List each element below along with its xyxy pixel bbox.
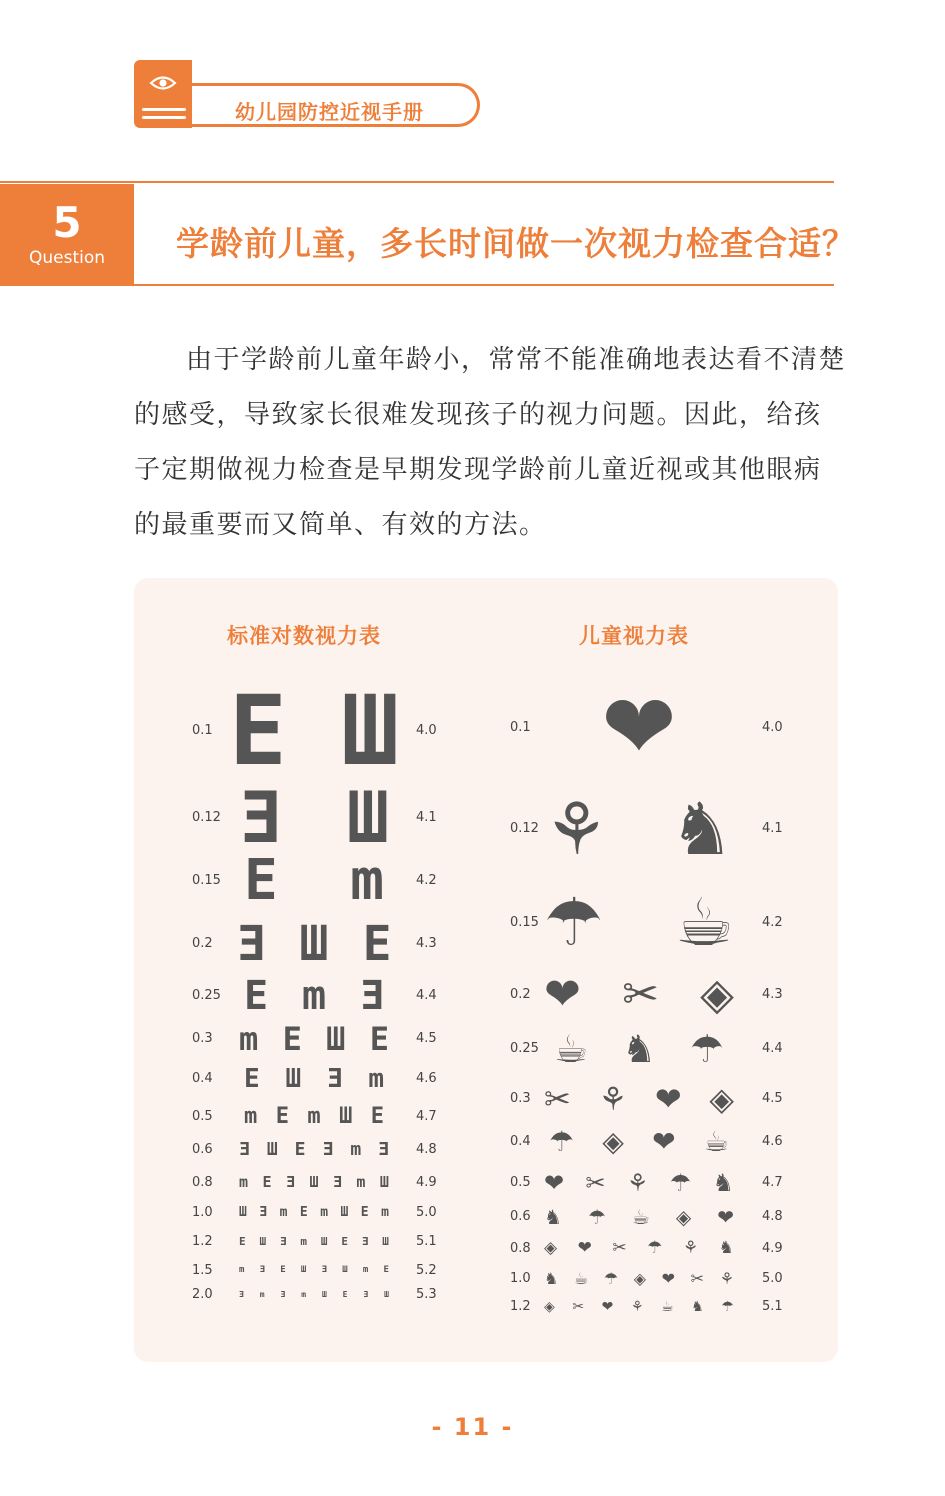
- apple-icon: ❤: [544, 969, 581, 1020]
- e-optotype: E: [342, 1290, 348, 1299]
- e-optotype: m: [320, 1205, 329, 1220]
- e-row-decimal: 0.5: [192, 1109, 213, 1124]
- e-row: [239, 1175, 389, 1190]
- e-row-logmar: 5.3: [416, 1287, 437, 1302]
- child-row-logmar: 4.8: [762, 1209, 783, 1224]
- apple-icon: ❤: [717, 1205, 734, 1229]
- e-row-logmar: 4.7: [416, 1109, 437, 1124]
- child-row-decimal: 0.15: [510, 915, 539, 930]
- e-optotype: m: [350, 1139, 362, 1160]
- duck-icon: ♞: [621, 1027, 657, 1071]
- apple-icon: ❤: [577, 1238, 592, 1258]
- mug-icon: ☕: [703, 1125, 729, 1158]
- child-row: [544, 1207, 734, 1227]
- e-optotype: E: [244, 848, 278, 913]
- scissors-icon: ✂: [622, 969, 659, 1020]
- child-row-decimal: 0.4: [510, 1134, 531, 1149]
- e-optotype: Ǝ: [332, 1173, 342, 1191]
- child-row-decimal: 1.2: [510, 1299, 531, 1314]
- child-row-logmar: 4.7: [762, 1175, 783, 1190]
- e-optotype: Ǝ: [239, 777, 282, 859]
- e-optotype: m: [259, 1290, 265, 1299]
- e-optotype: m: [239, 1020, 259, 1058]
- e-optotype: Ǝ: [378, 1139, 389, 1160]
- scissors-icon: ✂: [572, 1299, 585, 1315]
- e-optotype: E: [383, 1265, 389, 1275]
- e-optotype: E: [280, 1265, 286, 1275]
- e-row: [239, 1020, 389, 1058]
- e-optotype: Ǝ: [321, 1265, 327, 1275]
- scissors-icon: ✂: [690, 1269, 705, 1288]
- e-row-logmar: 4.9: [416, 1174, 437, 1190]
- e-optotype: Ǝ: [259, 1265, 266, 1275]
- e-optotype: E: [362, 916, 392, 972]
- child-row: [549, 1125, 729, 1158]
- e-optotype: m: [301, 1290, 307, 1299]
- scissors-icon: ✂: [585, 1169, 606, 1197]
- e-row-logmar: 5.0: [416, 1204, 437, 1220]
- e-optotype: Ш: [326, 1020, 346, 1058]
- umbrella-icon: ☂: [587, 1205, 606, 1229]
- scissors-icon: ✂: [544, 1080, 571, 1118]
- e-optotype: Ш: [384, 1290, 389, 1299]
- eye-icon: [149, 74, 177, 92]
- child-row-logmar: 4.9: [762, 1240, 783, 1256]
- e-optotype: Ш: [320, 1235, 328, 1248]
- e-optotype: E: [229, 675, 287, 787]
- tulip-icon: ⚘: [626, 1169, 649, 1197]
- umbrella-icon: ☂: [647, 1238, 663, 1258]
- e-row-decimal: 0.12: [192, 810, 221, 825]
- umbrella-icon: ☂: [689, 1027, 724, 1071]
- e-optotype: Ш: [346, 777, 389, 859]
- e-optotype: Ǝ: [239, 1139, 250, 1160]
- fish-icon: ◈: [700, 969, 734, 1020]
- mug-icon: ☕: [661, 1299, 674, 1315]
- e-row-logmar: 5.1: [416, 1233, 437, 1249]
- child-row-decimal: 0.12: [510, 821, 539, 836]
- child-row-decimal: 0.1: [510, 720, 531, 735]
- e-optotype: Ш: [299, 916, 329, 972]
- child-row-decimal: 1.0: [510, 1271, 531, 1286]
- child-row: [544, 1080, 734, 1118]
- e-optotype: E: [370, 1104, 384, 1129]
- child-row: [544, 1271, 734, 1287]
- e-optotype: E: [239, 1235, 246, 1248]
- tulip-icon: ⚘: [630, 1299, 644, 1315]
- e-row-decimal: 0.15: [192, 873, 221, 888]
- e-optotype: m: [356, 1173, 366, 1191]
- e-optotype: Ш: [239, 1205, 247, 1220]
- e-optotype: Ш: [340, 1205, 349, 1220]
- e-optotype: E: [282, 1020, 302, 1058]
- e-optotype: Ш: [259, 1235, 267, 1248]
- e-row-decimal: 1.2: [192, 1233, 213, 1249]
- e-row-logmar: 4.5: [416, 1031, 437, 1046]
- duck-icon: ♞: [712, 1169, 734, 1197]
- e-row-decimal: 2.0: [192, 1287, 213, 1302]
- e-optotype: Ǝ: [363, 1290, 369, 1299]
- e-optotype: E: [244, 1064, 260, 1094]
- e-row: [236, 916, 392, 972]
- duck-icon: ♞: [544, 1269, 559, 1288]
- duck-icon: ♞: [691, 1299, 704, 1315]
- e-chart-title: 标准对数视力表: [227, 624, 381, 648]
- e-row-decimal: 0.25: [192, 988, 221, 1003]
- duck-icon: ♞: [718, 1238, 734, 1258]
- e-optotype: Ш: [266, 1139, 278, 1160]
- e-row: [239, 1266, 389, 1275]
- e-row: [239, 1206, 389, 1219]
- e-row: [239, 777, 389, 859]
- e-row: [244, 848, 384, 913]
- child-row: [544, 1240, 734, 1257]
- e-row-logmar: 4.4: [416, 988, 437, 1003]
- e-row: [244, 1106, 384, 1128]
- tulip-icon: ⚘: [682, 1238, 699, 1258]
- e-optotype: m: [239, 1173, 249, 1191]
- e-row-decimal: 1.5: [192, 1262, 213, 1278]
- e-row-decimal: 0.3: [192, 1031, 213, 1046]
- e-row-logmar: 4.3: [416, 936, 437, 951]
- e-row: [244, 973, 384, 1019]
- child-row-logmar: 4.5: [762, 1091, 783, 1106]
- e-row-logmar: 4.0: [416, 723, 437, 738]
- e-row-logmar: 4.2: [416, 873, 437, 888]
- fish-icon: ◈: [544, 1299, 555, 1315]
- e-optotype: Ǝ: [359, 973, 384, 1019]
- apple-icon: ❤: [661, 1269, 676, 1288]
- e-row-logmar: 4.6: [416, 1071, 437, 1086]
- divider: [0, 181, 834, 183]
- child-row-decimal: 0.3: [510, 1091, 531, 1106]
- e-optotype: m: [307, 1104, 321, 1129]
- e-optotype: Ш: [339, 1104, 353, 1129]
- e-optotype: Ǝ: [322, 1139, 334, 1160]
- e-optotype: m: [244, 1104, 258, 1129]
- duck-icon: ♞: [544, 1205, 562, 1229]
- child-row-logmar: 4.3: [762, 987, 783, 1002]
- vision-charts-panel: [134, 578, 838, 1362]
- e-optotype: Ш: [341, 675, 399, 787]
- mug-icon: ☕: [674, 884, 734, 961]
- scissors-icon: ✂: [612, 1238, 627, 1258]
- e-row-decimal: 0.6: [192, 1142, 213, 1157]
- child-row-decimal: 0.6: [510, 1209, 531, 1224]
- e-optotype: m: [301, 973, 327, 1019]
- umbrella-icon: ☂: [669, 1169, 692, 1197]
- child-row-logmar: 4.4: [762, 1041, 783, 1056]
- child-row-decimal: 0.8: [510, 1240, 531, 1256]
- child-row: [544, 1300, 734, 1314]
- child-row: [544, 969, 734, 1020]
- question-number: 5: [52, 198, 82, 247]
- e-row-decimal: 0.8: [192, 1174, 213, 1190]
- e-optotype: Ǝ: [236, 916, 266, 972]
- apple-icon: ❤: [601, 675, 677, 780]
- e-row: [239, 1236, 389, 1247]
- e-optotype: Ш: [309, 1173, 319, 1191]
- e-optotype: m: [239, 1265, 245, 1275]
- e-optotype: Ǝ: [285, 1173, 295, 1191]
- child-row-decimal: 0.5: [510, 1175, 531, 1190]
- e-row-logmar: 4.8: [416, 1142, 437, 1157]
- page-number: - 11 -: [431, 1413, 514, 1441]
- umbrella-icon: ☂: [544, 884, 604, 961]
- umbrella-icon: ☂: [603, 1269, 619, 1288]
- mug-icon: ☕: [573, 1269, 589, 1288]
- e-optotype: m: [362, 1265, 369, 1275]
- child-row-logmar: 4.6: [762, 1134, 783, 1149]
- child-row: [544, 1171, 734, 1195]
- child-row: [584, 675, 694, 780]
- child-row-decimal: 0.25: [510, 1041, 539, 1056]
- fish-icon: ◈: [709, 1080, 734, 1118]
- fish-icon: ◈: [633, 1269, 647, 1288]
- e-optotype: m: [279, 1205, 288, 1220]
- e-optotype: Ǝ: [259, 1205, 268, 1220]
- umbrella-icon: ☂: [549, 1125, 575, 1158]
- e-row-logmar: 5.2: [416, 1262, 437, 1278]
- apple-icon: ❤: [544, 1169, 565, 1197]
- child-row-decimal: 0.2: [510, 987, 531, 1002]
- child-row-logmar: 5.1: [762, 1299, 783, 1314]
- divider: [0, 284, 834, 286]
- apple-icon: ❤: [601, 1299, 614, 1315]
- child-row-logmar: 5.0: [762, 1271, 783, 1286]
- e-optotype: Ǝ: [280, 1290, 286, 1299]
- e-optotype: Ǝ: [279, 1235, 287, 1248]
- e-row: [239, 1291, 389, 1299]
- e-row-decimal: 0.2: [192, 936, 213, 951]
- mug-icon: ☕: [631, 1205, 650, 1229]
- e-optotype: Ш: [321, 1290, 327, 1299]
- tulip-icon: ⚘: [544, 787, 609, 871]
- e-optotype: E: [244, 973, 269, 1019]
- fish-icon: ◈: [602, 1125, 624, 1158]
- child-chart-title: 儿童视力表: [579, 624, 689, 648]
- child-row-logmar: 4.1: [762, 821, 783, 836]
- e-optotype: E: [262, 1173, 272, 1191]
- child-row: [544, 787, 734, 871]
- question-label: Question: [28, 248, 106, 268]
- e-row-logmar: 4.1: [416, 810, 437, 825]
- e-optotype: E: [294, 1139, 306, 1160]
- e-optotype: m: [368, 1064, 384, 1094]
- duck-icon: ♞: [669, 787, 734, 871]
- e-optotype: m: [381, 1205, 389, 1220]
- body-paragraph: 由于学龄前儿童年龄小，常常不能准确地表达看不清楚的感受，导致家长很难发现孩子的视力问题。因此，给孩子定期做视力检查是早期发现学龄前儿童近视或其他眼病的最重要而又简单、有效的方法。: [134, 345, 847, 540]
- e-optotype: E: [341, 1235, 348, 1248]
- e-optotype: Ǝ: [326, 1064, 343, 1094]
- handbook-title: 幼儿园防控近视手册: [235, 100, 424, 124]
- child-row-logmar: 4.2: [762, 915, 783, 930]
- e-optotype: E: [369, 1020, 389, 1058]
- fish-icon: ◈: [675, 1205, 692, 1229]
- e-optotype: Ш: [379, 1173, 389, 1191]
- tulip-icon: ⚘: [719, 1269, 734, 1288]
- child-row-logmar: 4.0: [762, 720, 783, 735]
- e-optotype: m: [350, 848, 384, 913]
- e-row: [239, 1141, 389, 1159]
- e-optotype: E: [360, 1205, 369, 1220]
- question-title: 学龄前儿童，多长时间做一次视力检查合适？: [176, 224, 856, 263]
- e-optotype: E: [299, 1205, 308, 1220]
- e-row: [244, 1066, 384, 1092]
- e-row: [229, 675, 399, 787]
- apple-icon: ❤: [654, 1080, 682, 1118]
- child-row: [554, 1027, 724, 1071]
- e-optotype: Ш: [382, 1235, 389, 1248]
- apple-icon: ❤: [652, 1125, 676, 1158]
- tulip-icon: ⚘: [598, 1080, 628, 1118]
- child-row: [544, 884, 734, 961]
- e-row-decimal: 0.4: [192, 1071, 213, 1086]
- e-optotype: Ǝ: [361, 1235, 369, 1248]
- e-optotype: m: [300, 1235, 308, 1248]
- e-row-decimal: 1.0: [192, 1204, 213, 1220]
- e-row-decimal: 0.1: [192, 723, 213, 738]
- e-optotype: Ш: [285, 1064, 302, 1094]
- umbrella-icon: ☂: [721, 1299, 734, 1315]
- question-badge: [0, 184, 134, 284]
- e-optotype: Ш: [300, 1265, 307, 1275]
- e-optotype: Ǝ: [239, 1290, 244, 1299]
- e-optotype: Ш: [342, 1265, 348, 1275]
- e-optotype: E: [275, 1104, 289, 1129]
- fish-icon: ◈: [544, 1238, 558, 1258]
- mug-icon: ☕: [554, 1027, 589, 1071]
